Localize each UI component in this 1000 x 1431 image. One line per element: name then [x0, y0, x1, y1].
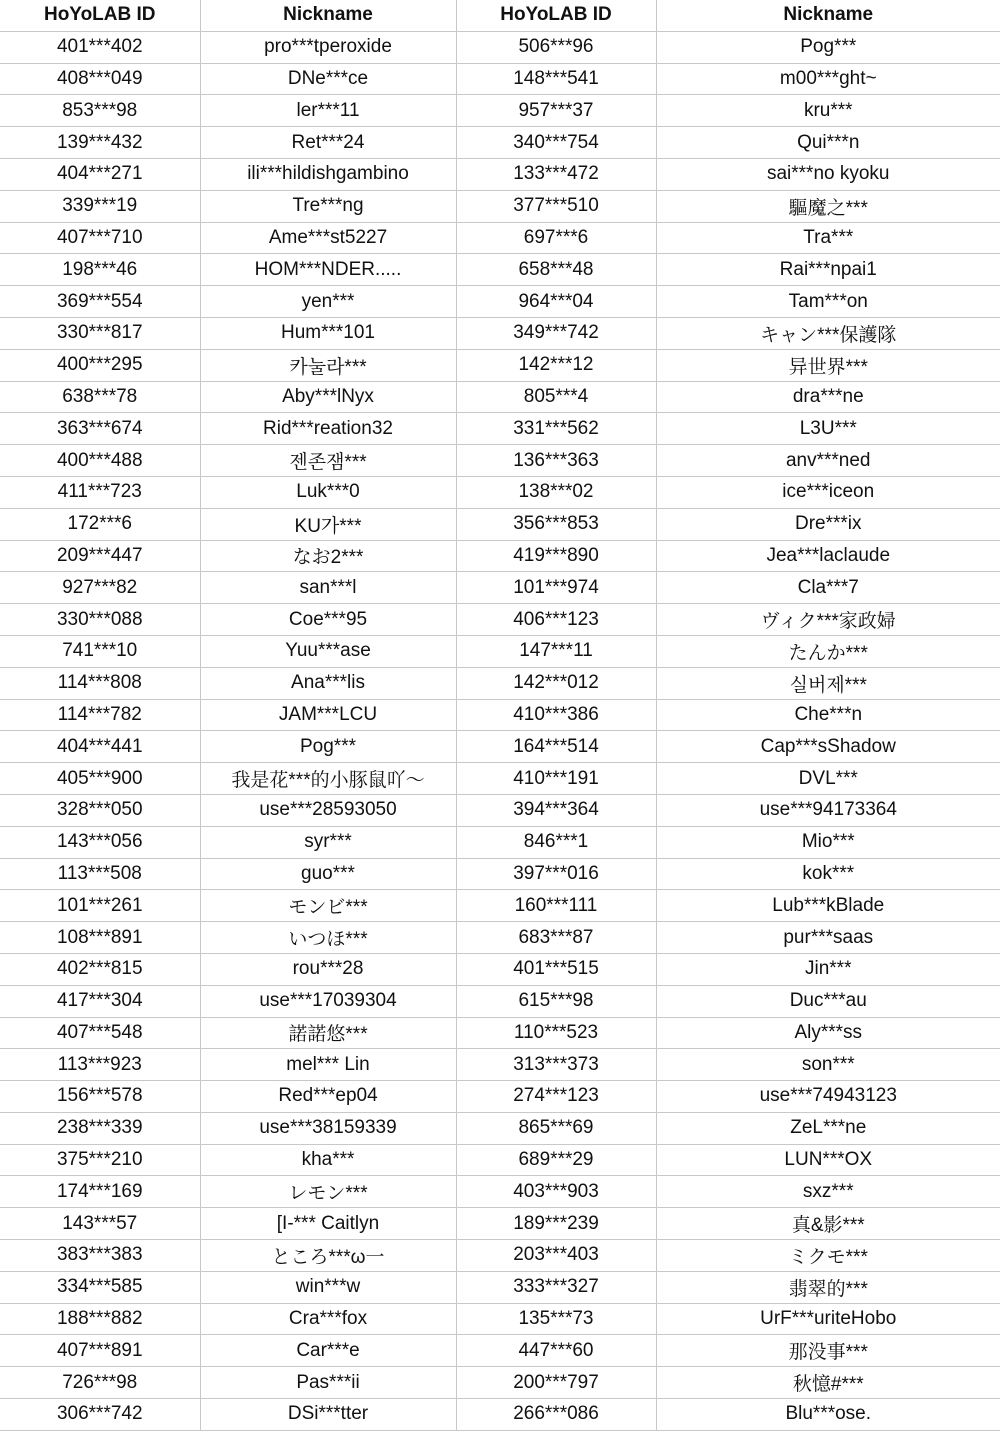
cell-hoyolab-id-right: 142***12 — [456, 349, 656, 381]
cell-nickname-right: たんか*** — [656, 635, 1000, 667]
cell-hoyolab-id-left: 172***6 — [0, 508, 200, 540]
cell-hoyolab-id-left: 306***742 — [0, 1399, 200, 1431]
cell-nickname-left: HOM***NDER..... — [200, 254, 456, 286]
table-row — [0, 1176, 1000, 1208]
cell-hoyolab-id-left: 101***261 — [0, 890, 200, 922]
cell-hoyolab-id-left: 405***900 — [0, 763, 200, 795]
cell-nickname-left: Pog*** — [200, 731, 456, 763]
cell-nickname-left: 젠존잼*** — [200, 445, 456, 477]
cell-nickname-right: L3U*** — [656, 413, 1000, 445]
table-row — [0, 1144, 1000, 1176]
cell-nickname-right: Mio*** — [656, 826, 1000, 858]
cell-nickname-right: ice***iceon — [656, 476, 1000, 508]
cell-hoyolab-id-right: 135***73 — [456, 1303, 656, 1335]
cell-hoyolab-id-left: 927***82 — [0, 572, 200, 604]
cell-hoyolab-id-left: 407***710 — [0, 222, 200, 254]
table-row — [0, 763, 1000, 795]
table-row — [0, 1367, 1000, 1399]
table-row — [0, 922, 1000, 954]
cell-hoyolab-id-right: 133***472 — [456, 158, 656, 190]
cell-hoyolab-id-left: 108***891 — [0, 922, 200, 954]
cell-nickname-right: 异世界*** — [656, 349, 1000, 381]
cell-hoyolab-id-right: 406***123 — [456, 604, 656, 636]
cell-nickname-left: 我是花***的小豚鼠吖～ — [200, 763, 456, 795]
cell-hoyolab-id-left: 407***548 — [0, 1017, 200, 1049]
cell-hoyolab-id-right: 189***239 — [456, 1208, 656, 1240]
cell-hoyolab-id-left: 369***554 — [0, 286, 200, 318]
table-row — [0, 1017, 1000, 1049]
cell-hoyolab-id-right: 615***98 — [456, 985, 656, 1017]
cell-nickname-right: ZeL***ne — [656, 1112, 1000, 1144]
cell-hoyolab-id-right: 203***403 — [456, 1240, 656, 1272]
cell-nickname-left: Red***ep04 — [200, 1081, 456, 1113]
cell-nickname-right: Cla***7 — [656, 572, 1000, 604]
cell-nickname-left: モンビ*** — [200, 890, 456, 922]
cell-nickname-left: 카눌라*** — [200, 349, 456, 381]
cell-nickname-left: DNe***ce — [200, 63, 456, 95]
table-row — [0, 254, 1000, 286]
cell-hoyolab-id-right: 147***11 — [456, 635, 656, 667]
cell-hoyolab-id-right: 138***02 — [456, 476, 656, 508]
table-row — [0, 1271, 1000, 1303]
cell-hoyolab-id-right: 846***1 — [456, 826, 656, 858]
cell-nickname-right: kok*** — [656, 858, 1000, 890]
cell-nickname-left: san***l — [200, 572, 456, 604]
table-row — [0, 1399, 1000, 1431]
table-row — [0, 953, 1000, 985]
table-row — [0, 445, 1000, 477]
cell-hoyolab-id-left: 209***447 — [0, 540, 200, 572]
cell-hoyolab-id-right: 419***890 — [456, 540, 656, 572]
cell-nickname-right: Qui***n — [656, 127, 1000, 159]
cell-nickname-right: キャン***保護隊 — [656, 317, 1000, 349]
cell-hoyolab-id-right: 397***016 — [456, 858, 656, 890]
table-body — [0, 31, 1000, 1430]
cell-hoyolab-id-right: 683***87 — [456, 922, 656, 954]
cell-nickname-left: mel*** Lin — [200, 1049, 456, 1081]
cell-hoyolab-id-left: 404***271 — [0, 158, 200, 190]
table-row — [0, 476, 1000, 508]
table-row — [0, 699, 1000, 731]
cell-nickname-left: ところ***ω一 — [200, 1240, 456, 1272]
table-row — [0, 286, 1000, 318]
cell-hoyolab-id-left: 400***488 — [0, 445, 200, 477]
header-nickname-left: Nickname — [200, 0, 456, 31]
cell-hoyolab-id-left: 113***923 — [0, 1049, 200, 1081]
cell-hoyolab-id-right: 964***04 — [456, 286, 656, 318]
cell-nickname-left: use***17039304 — [200, 985, 456, 1017]
table-row — [0, 63, 1000, 95]
cell-nickname-right: Lub***kBlade — [656, 890, 1000, 922]
cell-nickname-right: 秋憶#*** — [656, 1367, 1000, 1399]
cell-nickname-left: pro***tperoxide — [200, 31, 456, 63]
cell-nickname-right: Tam***on — [656, 286, 1000, 318]
cell-nickname-left: Rid***reation32 — [200, 413, 456, 445]
cell-nickname-right: Jin*** — [656, 953, 1000, 985]
table-row — [0, 1240, 1000, 1272]
cell-hoyolab-id-left: 404***441 — [0, 731, 200, 763]
cell-nickname-left: Coe***95 — [200, 604, 456, 636]
table-row — [0, 190, 1000, 222]
cell-nickname-right: use***74943123 — [656, 1081, 1000, 1113]
cell-hoyolab-id-left: 334***585 — [0, 1271, 200, 1303]
cell-hoyolab-id-left: 741***10 — [0, 635, 200, 667]
cell-hoyolab-id-right: 805***4 — [456, 381, 656, 413]
cell-hoyolab-id-left: 143***57 — [0, 1208, 200, 1240]
cell-hoyolab-id-right: 689***29 — [456, 1144, 656, 1176]
cell-nickname-left: Car***e — [200, 1335, 456, 1367]
cell-nickname-left: いつほ*** — [200, 922, 456, 954]
cell-nickname-right: Duc***au — [656, 985, 1000, 1017]
cell-hoyolab-id-left: 407***891 — [0, 1335, 200, 1367]
cell-nickname-left: use***28593050 — [200, 794, 456, 826]
table-row — [0, 1081, 1000, 1113]
cell-nickname-right: 驅魔之*** — [656, 190, 1000, 222]
cell-nickname-right: Blu***ose. — [656, 1399, 1000, 1431]
cell-nickname-left: Cra***fox — [200, 1303, 456, 1335]
cell-nickname-right: DVL*** — [656, 763, 1000, 795]
cell-nickname-right: ミクモ*** — [656, 1240, 1000, 1272]
cell-nickname-left: ili***hildishgambino — [200, 158, 456, 190]
cell-hoyolab-id-right: 349***742 — [456, 317, 656, 349]
table-row — [0, 1112, 1000, 1144]
cell-hoyolab-id-right: 101***974 — [456, 572, 656, 604]
cell-nickname-left: rou***28 — [200, 953, 456, 985]
cell-hoyolab-id-right: 403***903 — [456, 1176, 656, 1208]
table-row — [0, 540, 1000, 572]
table-row — [0, 317, 1000, 349]
cell-hoyolab-id-right: 356***853 — [456, 508, 656, 540]
cell-hoyolab-id-right: 957***37 — [456, 95, 656, 127]
cell-nickname-right: 真&影*** — [656, 1208, 1000, 1240]
cell-hoyolab-id-left: 174***169 — [0, 1176, 200, 1208]
table-row — [0, 890, 1000, 922]
cell-hoyolab-id-right: 410***386 — [456, 699, 656, 731]
cell-nickname-right: son*** — [656, 1049, 1000, 1081]
cell-nickname-right: dra***ne — [656, 381, 1000, 413]
cell-hoyolab-id-left: 383***383 — [0, 1240, 200, 1272]
cell-nickname-left: Tre***ng — [200, 190, 456, 222]
cell-hoyolab-id-right: 313***373 — [456, 1049, 656, 1081]
cell-hoyolab-id-right: 447***60 — [456, 1335, 656, 1367]
cell-hoyolab-id-left: 330***817 — [0, 317, 200, 349]
cell-hoyolab-id-left: 114***808 — [0, 667, 200, 699]
table-row — [0, 222, 1000, 254]
table-row — [0, 95, 1000, 127]
cell-hoyolab-id-left: 363***674 — [0, 413, 200, 445]
cell-hoyolab-id-left: 238***339 — [0, 1112, 200, 1144]
cell-hoyolab-id-left: 853***98 — [0, 95, 200, 127]
table-row — [0, 635, 1000, 667]
cell-nickname-right: Aly***ss — [656, 1017, 1000, 1049]
cell-hoyolab-id-left: 188***882 — [0, 1303, 200, 1335]
cell-hoyolab-id-left: 139***432 — [0, 127, 200, 159]
cell-nickname-right: pur***saas — [656, 922, 1000, 954]
cell-hoyolab-id-left: 198***46 — [0, 254, 200, 286]
cell-nickname-left: yen*** — [200, 286, 456, 318]
cell-hoyolab-id-left: 411***723 — [0, 476, 200, 508]
cell-hoyolab-id-left: 638***78 — [0, 381, 200, 413]
table-row — [0, 858, 1000, 890]
cell-nickname-left: Yuu***ase — [200, 635, 456, 667]
cell-hoyolab-id-right: 333***327 — [456, 1271, 656, 1303]
table-row — [0, 413, 1000, 445]
cell-nickname-right: use***94173364 — [656, 794, 1000, 826]
cell-nickname-right: anv***ned — [656, 445, 1000, 477]
cell-nickname-left: ler***11 — [200, 95, 456, 127]
cell-hoyolab-id-left: 339***19 — [0, 190, 200, 222]
table-row — [0, 127, 1000, 159]
cell-nickname-left: Hum***101 — [200, 317, 456, 349]
table-row — [0, 158, 1000, 190]
cell-nickname-left: 諾諾悠*** — [200, 1017, 456, 1049]
cell-hoyolab-id-right: 658***48 — [456, 254, 656, 286]
cell-hoyolab-id-left: 375***210 — [0, 1144, 200, 1176]
cell-nickname-left: use***38159339 — [200, 1112, 456, 1144]
cell-nickname-right: Rai***npai1 — [656, 254, 1000, 286]
cell-hoyolab-id-right: 200***797 — [456, 1367, 656, 1399]
cell-hoyolab-id-left: 400***295 — [0, 349, 200, 381]
cell-hoyolab-id-right: 142***012 — [456, 667, 656, 699]
table-row — [0, 349, 1000, 381]
cell-nickname-left: レモン*** — [200, 1176, 456, 1208]
cell-nickname-right: LUN***OX — [656, 1144, 1000, 1176]
cell-hoyolab-id-right: 340***754 — [456, 127, 656, 159]
cell-nickname-left: Ret***24 — [200, 127, 456, 159]
cell-nickname-left: なお2*** — [200, 540, 456, 572]
cell-hoyolab-id-right: 331***562 — [456, 413, 656, 445]
cell-hoyolab-id-left: 114***782 — [0, 699, 200, 731]
table-row — [0, 31, 1000, 63]
header-row — [0, 0, 1000, 31]
cell-hoyolab-id-left: 417***304 — [0, 985, 200, 1017]
cell-hoyolab-id-right: 697***6 — [456, 222, 656, 254]
cell-hoyolab-id-left: 401***402 — [0, 31, 200, 63]
cell-nickname-right: m00***ght~ — [656, 63, 1000, 95]
cell-nickname-left: DSi***tter — [200, 1399, 456, 1431]
cell-hoyolab-id-right: 377***510 — [456, 190, 656, 222]
cell-nickname-right: Dre***ix — [656, 508, 1000, 540]
cell-nickname-right: sai***no kyoku — [656, 158, 1000, 190]
cell-nickname-left: Pas***ii — [200, 1367, 456, 1399]
table-row — [0, 1335, 1000, 1367]
cell-hoyolab-id-left: 156***578 — [0, 1081, 200, 1113]
table-row — [0, 381, 1000, 413]
header-hoyolab-id-right: HoYoLAB ID — [456, 0, 656, 31]
cell-nickname-right: Cap***sShadow — [656, 731, 1000, 763]
cell-hoyolab-id-right: 410***191 — [456, 763, 656, 795]
cell-hoyolab-id-left: 726***98 — [0, 1367, 200, 1399]
cell-hoyolab-id-left: 143***056 — [0, 826, 200, 858]
cell-nickname-left: Ana***lis — [200, 667, 456, 699]
cell-nickname-right: kru*** — [656, 95, 1000, 127]
cell-hoyolab-id-left: 113***508 — [0, 858, 200, 890]
cell-hoyolab-id-right: 136***363 — [456, 445, 656, 477]
table-row — [0, 508, 1000, 540]
cell-nickname-right: Jea***laclaude — [656, 540, 1000, 572]
cell-hoyolab-id-left: 408***049 — [0, 63, 200, 95]
table-row — [0, 1303, 1000, 1335]
cell-hoyolab-id-left: 330***088 — [0, 604, 200, 636]
cell-nickname-right: 翡翠的*** — [656, 1271, 1000, 1303]
cell-hoyolab-id-right: 266***086 — [456, 1399, 656, 1431]
header-hoyolab-id-left: HoYoLAB ID — [0, 0, 200, 31]
cell-nickname-left: syr*** — [200, 826, 456, 858]
cell-nickname-right: UrF***uriteHobo — [656, 1303, 1000, 1335]
cell-hoyolab-id-right: 110***523 — [456, 1017, 656, 1049]
cell-hoyolab-id-right: 401***515 — [456, 953, 656, 985]
table-row — [0, 985, 1000, 1017]
cell-nickname-left: win***w — [200, 1271, 456, 1303]
cell-hoyolab-id-right: 148***541 — [456, 63, 656, 95]
cell-hoyolab-id-right: 274***123 — [456, 1081, 656, 1113]
table-row — [0, 667, 1000, 699]
cell-nickname-left: Ame***st5227 — [200, 222, 456, 254]
cell-nickname-left: guo*** — [200, 858, 456, 890]
table-row — [0, 826, 1000, 858]
table-row — [0, 604, 1000, 636]
cell-hoyolab-id-right: 164***514 — [456, 731, 656, 763]
cell-nickname-right: Pog*** — [656, 31, 1000, 63]
table-row — [0, 731, 1000, 763]
table-row — [0, 572, 1000, 604]
cell-nickname-left: Luk***0 — [200, 476, 456, 508]
table-row — [0, 1049, 1000, 1081]
table-row — [0, 794, 1000, 826]
table-row — [0, 1208, 1000, 1240]
cell-nickname-left: Aby***lNyx — [200, 381, 456, 413]
cell-hoyolab-id-right: 160***111 — [456, 890, 656, 922]
cell-nickname-right: Tra*** — [656, 222, 1000, 254]
cell-hoyolab-id-right: 394***364 — [456, 794, 656, 826]
cell-nickname-right: ヴィク***家政婦 — [656, 604, 1000, 636]
cell-hoyolab-id-right: 506***96 — [456, 31, 656, 63]
header-nickname-right: Nickname — [656, 0, 1000, 31]
cell-hoyolab-id-right: 865***69 — [456, 1112, 656, 1144]
cell-nickname-left: JAM***LCU — [200, 699, 456, 731]
cell-nickname-right: Che***n — [656, 699, 1000, 731]
cell-nickname-right: 那没事*** — [656, 1335, 1000, 1367]
cell-hoyolab-id-left: 402***815 — [0, 953, 200, 985]
cell-nickname-right: sxz*** — [656, 1176, 1000, 1208]
cell-nickname-left: KU가*** — [200, 508, 456, 540]
cell-nickname-right: 실버제*** — [656, 667, 1000, 699]
cell-nickname-left: kha*** — [200, 1144, 456, 1176]
cell-nickname-left: [I-*** Caitlyn — [200, 1208, 456, 1240]
cell-hoyolab-id-left: 328***050 — [0, 794, 200, 826]
